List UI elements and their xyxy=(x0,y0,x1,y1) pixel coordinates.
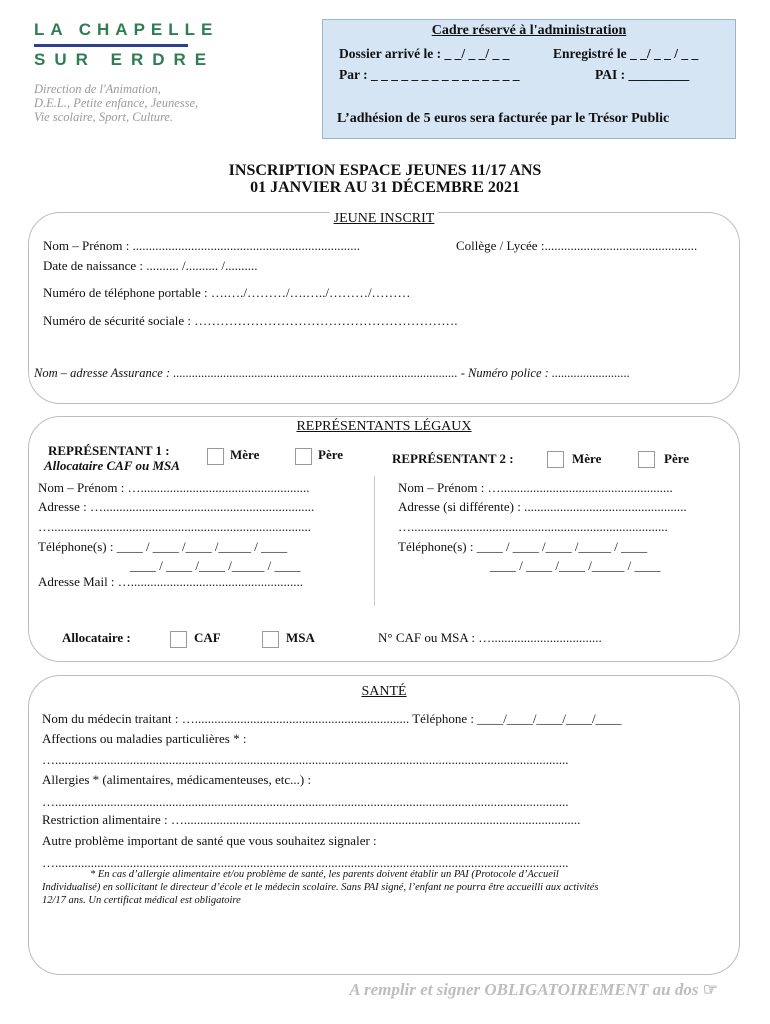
admin-title: Cadre réservé à l'administration xyxy=(431,23,627,38)
direction-line: Direction de l'Animation, xyxy=(34,82,161,96)
footer-notice xyxy=(349,980,718,1000)
r1-mere-label: Mère xyxy=(230,447,260,462)
jeune-naissance-field[interactable]: Date de naissance : .......... /.......... /.......... xyxy=(43,258,258,273)
autre-label: Autre problème important de santé que vous souhaitez signaler : xyxy=(42,833,377,848)
admin-enregistre: Enregistré le _ _/ _ _ / _ _ xyxy=(553,46,699,61)
r2-tel-field[interactable]: Téléphone(s) : ____ / ____ /____ /_____ / ____ xyxy=(398,539,648,554)
pai-note-line3: 12/17 ans. Un certificat médical est obligatoire xyxy=(42,895,241,906)
r1-adresse2-field[interactable]: …................................................................................ xyxy=(38,519,311,534)
r1-nom-field[interactable]: Nom – Prénom : ….................................................... xyxy=(38,480,310,495)
allergies-field[interactable]: ….............................................................................................................................................................. xyxy=(42,794,569,809)
r1-adresse-field[interactable]: Adresse : …................................................................. xyxy=(38,499,315,514)
jeune-nom-field[interactable]: Nom – Prénom : ...................................................................... xyxy=(43,238,361,253)
restriction-field[interactable]: Restriction alimentaire : ….......................................................................................................................... xyxy=(42,812,581,827)
admin-par: Par : _ _ _ _ _ _ _ _ _ _ _ _ _ _ _ xyxy=(339,67,520,82)
msa-checkbox[interactable] xyxy=(262,631,279,648)
admin-pai: PAI : _________ xyxy=(595,67,690,82)
r2-tel2-field[interactable]: ____ / ____ /____ /_____ / ____ xyxy=(490,558,661,573)
r2-nom-field[interactable]: Nom – Prénom : …..................................................... xyxy=(398,480,673,495)
jeune-telephone-field[interactable]: Numéro de téléphone portable : ….…./………/….…../………/……… xyxy=(43,285,411,300)
jeune-assurance-field[interactable]: Nom – adresse Assurance : ........................................................................................... - Numéro police : ......................... xyxy=(34,366,631,380)
caf-checkbox[interactable] xyxy=(170,631,187,648)
r2-pere-checkbox[interactable] xyxy=(638,451,655,468)
r1-mere-checkbox[interactable] xyxy=(207,448,224,465)
form-title-line2: 01 JANVIER AU 31 DÉCEMBRE 2021 xyxy=(250,179,520,196)
direction-line: Vie scolaire, Sport, Culture. xyxy=(34,110,174,124)
pai-note-line1: * En cas d’allergie alimentaire et/ou problème de santé, les parents doivent établir un PAI (Protocole d’Accueil xyxy=(90,869,559,880)
admin-dossier: Dossier arrivé le : _ _/ _ _/ _ _ xyxy=(339,46,510,61)
autre-field[interactable]: ….............................................................................................................................................................. xyxy=(42,855,569,870)
r2-mere-label: Mère xyxy=(572,451,602,466)
num-caf-field[interactable]: N° CAF ou MSA : ….................................. xyxy=(378,630,602,645)
allergies-label: Allergies * (alimentaires, médicamenteuses, etc...) : xyxy=(42,772,312,787)
affections-label: Affections ou maladies particulières * : xyxy=(42,731,247,746)
r2-adresse-field[interactable]: Adresse (si différente) : .................................................. xyxy=(398,499,687,514)
representants-heading: REPRÉSENTANTS LÉGAUX xyxy=(29,419,739,435)
jeune-heading: JEUNE INSCRIT xyxy=(29,211,739,227)
r2-adresse2-field[interactable]: …............................................................................... xyxy=(398,519,668,534)
r2-mere-checkbox[interactable] xyxy=(547,451,564,468)
representants-divider xyxy=(374,476,375,606)
r2-label: REPRÉSENTANT 2 : xyxy=(392,451,514,466)
pointing-hand-icon: ☞ xyxy=(702,980,718,999)
msa-label: MSA xyxy=(286,630,315,645)
direction-line: D.E.L., Petite enfance, Jeunesse, xyxy=(34,96,199,110)
admin-adhesion: L’adhésion de 5 euros sera facturée par le Trésor Public xyxy=(337,111,670,126)
r1-tel2-field[interactable]: ____ / ____ /____ /_____ / ____ xyxy=(130,558,301,573)
pai-note-line2: Individualisé) en sollicitant le directeur d’école et le médecin scolaire. Sans PAI signé, l’enfant ne pourra être accueilli aux activités xyxy=(42,882,599,893)
footer-text: A remplir et signer OBLIGATOIREMENT au dos xyxy=(349,980,699,999)
r1-pere-label: Père xyxy=(318,447,344,462)
sante-heading: SANTÉ xyxy=(29,684,739,700)
r1-pere-checkbox[interactable] xyxy=(295,448,312,465)
r1-mail-field[interactable]: Adresse Mail : …..................................................... xyxy=(38,574,304,589)
logo-divider xyxy=(34,44,188,47)
r1-label: REPRÉSENTANT 1 : xyxy=(48,443,170,458)
logo-line2: SUR ERDRE xyxy=(34,50,216,69)
allocataire-label: Allocataire : xyxy=(62,630,131,645)
caf-label: CAF xyxy=(194,630,221,645)
medecin-field[interactable]: Nom du médecin traitant : ….................................................................. Téléphone : ____/____/____/____/____ xyxy=(42,711,622,726)
direction-block xyxy=(34,82,244,124)
r2-pere-label: Père xyxy=(664,451,690,466)
logo-line1: LA CHAPELLE xyxy=(34,20,219,39)
jeune-secu-field[interactable]: Numéro de sécurité sociale : ……………………………………………………. xyxy=(43,313,458,328)
admin-box xyxy=(322,19,736,139)
form-title-line1: INSCRIPTION ESPACE JEUNES 11/17 ANS xyxy=(228,162,542,179)
r1-sub: Allocataire CAF ou MSA xyxy=(44,458,180,473)
affections-field[interactable]: ….............................................................................................................................................................. xyxy=(42,752,569,767)
r1-tel-field[interactable]: Téléphone(s) : ____ / ____ /____ /_____ / ____ xyxy=(38,539,288,554)
jeune-college-field[interactable]: Collège / Lycée :............................................... xyxy=(456,238,698,253)
